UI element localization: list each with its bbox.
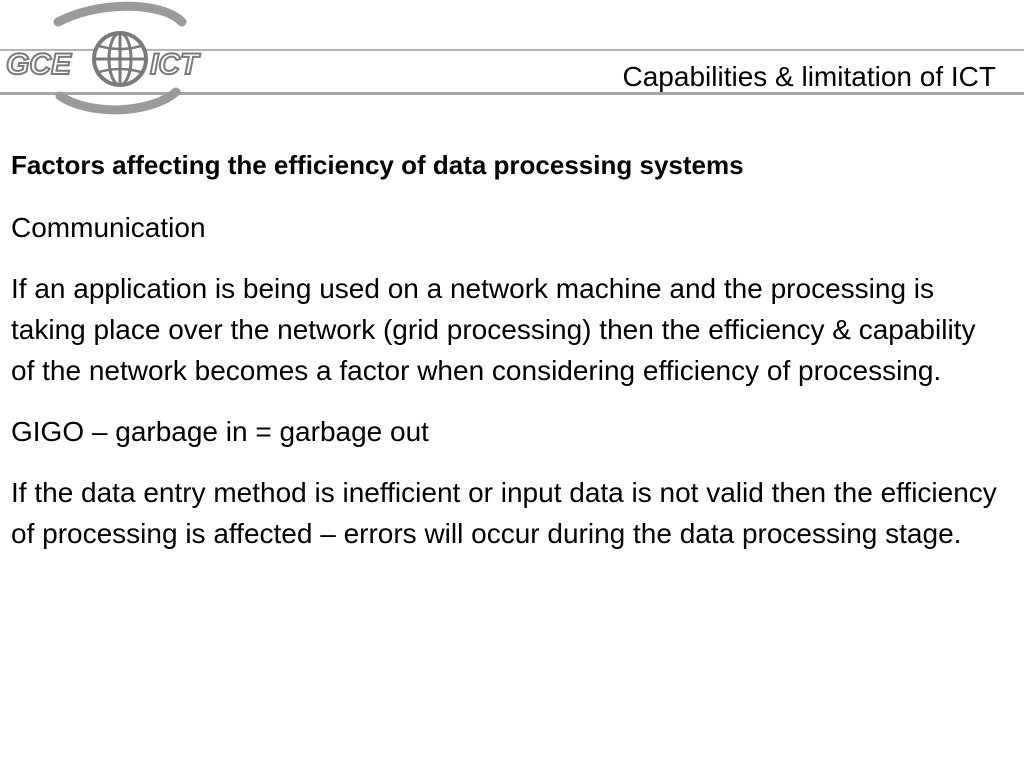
gce-ict-logo	[0, 0, 232, 118]
slide-body	[11, 146, 1001, 574]
svg-text:ICT: ICT	[150, 48, 199, 81]
subheading-communication: Communication	[11, 212, 206, 243]
slide-title: Capabilities & limitation of ICT	[622, 61, 996, 92]
slide-header	[0, 0, 1024, 120]
paragraph-gigo: If the data entry method is inefficient or input data is not valid then the efficiency of processing is affected – errors will occur during the data processing stage.	[11, 477, 997, 549]
subheading-gigo: GIGO – garbage in = garbage out	[11, 416, 429, 447]
globe-icon	[94, 33, 146, 85]
paragraph-communication: If an application is being used on a network machine and the processing is taking place over the network (grid processing) then the efficiency & capability of the network becomes a factor when considering efficiency of processing.	[11, 273, 976, 386]
section-heading: Factors affecting the efficiency of data processing systems	[11, 150, 744, 180]
svg-text:GCE: GCE	[6, 48, 72, 81]
